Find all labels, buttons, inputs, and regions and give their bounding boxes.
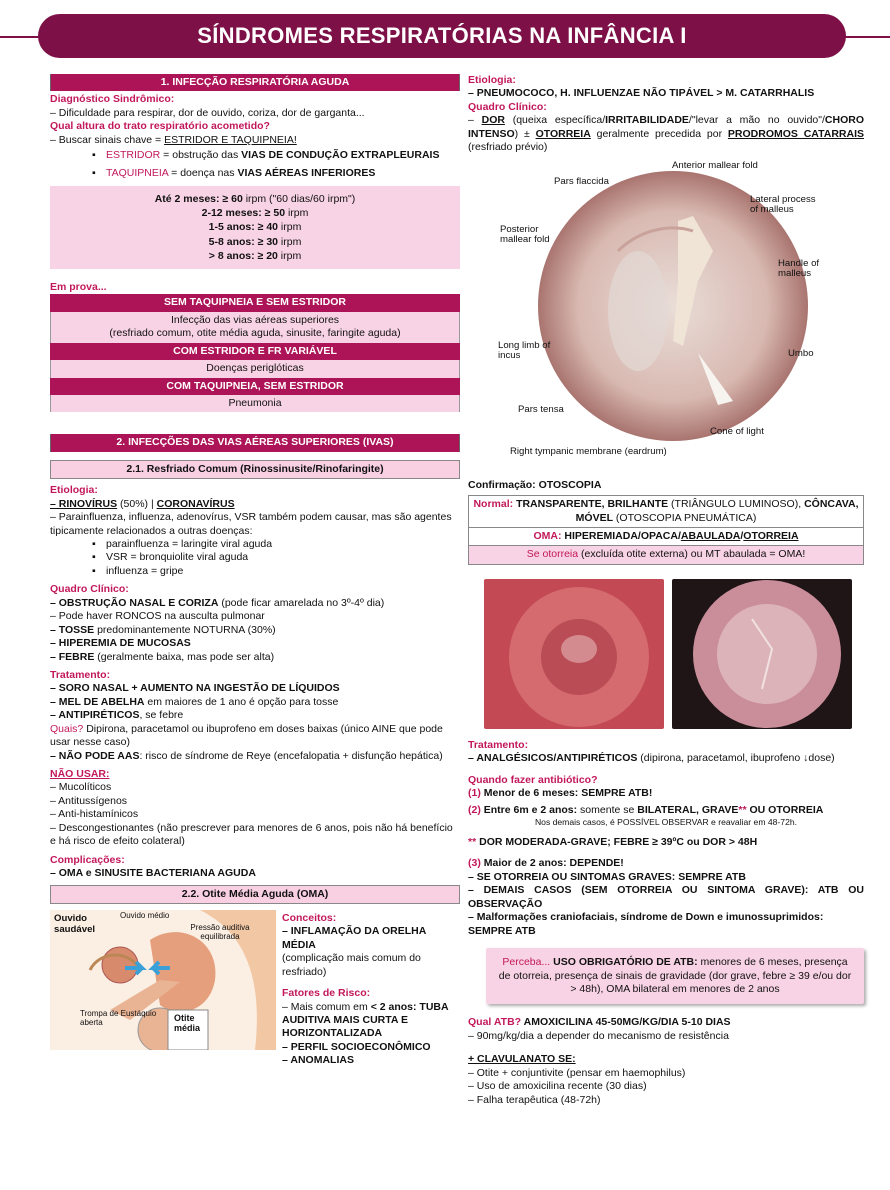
nao-usar-item: – Antitussígenos	[50, 794, 128, 807]
question-text: – Buscar sinais chave = ESTRIDOR E TAQUIPNEIA!	[50, 133, 297, 146]
age-unit: irpm	[285, 207, 309, 220]
label-anterior-mallear-fold: Anterior mallear fold	[672, 159, 758, 171]
diag-title: Diagnóstico Sindrômico:	[50, 93, 175, 106]
clav-title: + CLAVULANATO SE:	[468, 1053, 576, 1066]
trat-2: – MEL DE ABELHA em maiores de 1 ano é opção para tosse	[50, 695, 339, 708]
atb-3-line3: – Malformações craniofaciais, síndrome de Down e imunossuprimidos: SEMPRE ATB	[468, 911, 824, 937]
nao-usar-item: – Anti-histamínicos	[50, 808, 139, 821]
label-pressao: Pressão auditiva equilibrada	[190, 922, 250, 941]
age-row	[54, 235, 456, 249]
label-pars-tensa: Pars tensa	[518, 403, 564, 415]
qc-item	[50, 624, 460, 637]
age-label: 5-8 anos:	[208, 235, 258, 248]
table-content-line1: Infecção das vias aéreas superiores	[170, 313, 340, 326]
atb-star: ** DOR MODERADA-GRAVE; FEBRE ≥ 39ºC ou DOR > 48H	[468, 836, 758, 848]
label-trompa: Trompa de Eustáquio aberta	[80, 1008, 157, 1027]
age-label: 1-5 anos:	[208, 221, 258, 234]
question-title: Qual altura do trato respiratório acometido?	[50, 120, 270, 133]
atb-3: (3) Maior de 2 anos: DEPENDE!	[468, 857, 624, 870]
qc-title: Quadro Clínico:	[50, 583, 129, 596]
estridor-item: ▪ ESTRIDOR = obstrução das VIAS DE CONDUÇÃO EXTRAPLEURAIS	[106, 149, 460, 162]
oma-qc-text: – DOR (queixa específica/IRRITABILIDADE/"levar a mão no ouvido"/CHORO INTENSO) ± OTORREIA geralmente precedida por PRODROMOS CATARRAIS (resfriado prévio)	[468, 114, 864, 154]
label-handle-malleus: Handle of malleus	[778, 257, 820, 280]
fatores-2: – PERFIL SOCIOECONÔMICO	[282, 1040, 431, 1053]
otoscopy-normal: Normal: TRANSPARENTE, BRILHANTE (TRIÂNGULO LUMINOSO), CÔNCAVA, MÓVEL (OTOSCOPIA PNEUMÁTICA)	[469, 496, 863, 528]
age-value: ≥ 30	[257, 235, 279, 248]
clav-list	[468, 1067, 864, 1107]
taquipneia-item: ▪ TAQUIPNEIA = doença nas VIAS AÉREAS INFERIORES	[106, 167, 460, 180]
label-cone-of-light: Cone of light	[710, 425, 764, 437]
age-unit: irpm	[278, 221, 302, 234]
figure-caption: Right tympanic membrane (eardrum)	[510, 445, 667, 457]
trat-title: Tratamento:	[50, 668, 111, 681]
fatores-1: – Mais comum em < 2 anos: TUBA AUDITIVA MAIS CURTA E HORIZONTALIZADA	[282, 1000, 449, 1040]
label-ouvido-medio: Ouvido médio	[120, 910, 170, 920]
prova-label: Em prova...	[50, 280, 107, 293]
table-content-row	[50, 360, 460, 377]
age-value: ≥ 60	[222, 193, 243, 206]
atb-3-line1: – SE OTORREIA OU SINTOMAS GRAVES: SEMPRE ATB	[468, 870, 746, 883]
age-label: Até 2 meses:	[154, 193, 223, 206]
right-column	[468, 74, 864, 1107]
atb-2-note: Nos demais casos, é POSSÍVEL OBSERVAR e reavaliar em 48-72h.	[534, 817, 798, 827]
nao-usar-item: – Mucolíticos	[50, 781, 112, 794]
atb-1: (1) Menor de 6 meses: SEMPRE ATB!	[468, 787, 653, 800]
atb-3-line2: – DEMAIS CASOS (SEM OTORREIA OU SINTOMA GRAVE): ATB OU OBSERVAÇÃO	[468, 884, 864, 910]
table-header-row: COM TAQUIPNEIA, SEM ESTRIDOR	[50, 378, 460, 395]
clav-item: – Falha terapêutica (48-72h)	[468, 1093, 601, 1106]
etio-line2: – Parainfluenza, influenza, adenovírus, VSR também podem causar, mas são agentes tipicamente relacionados a outras doenças:	[50, 511, 452, 537]
oma-photo-bulging	[484, 579, 664, 729]
atb-title: Quando fazer antibiótico?	[468, 773, 598, 786]
conceitos-note: (complicação mais comum do resfriado)	[282, 952, 421, 978]
age-value: ≥ 20	[257, 249, 278, 262]
qc-bold: – FEBRE	[50, 650, 95, 663]
table-header-row: SEM TAQUIPNEIA E SEM ESTRIDOR	[50, 294, 460, 311]
qc-item	[50, 637, 460, 650]
diag-text: – Dificuldade para respirar, dor de ouvido, coriza, dor de garganta...	[50, 106, 365, 119]
oma-etio-title: Etiologia:	[468, 74, 516, 86]
nao-usar-item: – Descongestionantes (não prescrever para menores de 6 anos, pois não há benefício e há risco de efeito colateral)	[50, 821, 453, 848]
etio-line1: – RINOVÍRUS (50%) | CORONAVÍRUS	[50, 497, 235, 510]
etio-title: Etiologia:	[50, 484, 98, 497]
confirmacao: Confirmação: OTOSCOPIA	[468, 478, 602, 491]
age-row	[54, 206, 456, 220]
label-otite: Otite média	[174, 1012, 201, 1033]
qual-atb-note: – 90mg/kg/dia a depender do mecanismo de resistência	[468, 1029, 729, 1042]
age-value: ≥ 50	[264, 207, 286, 220]
left-column	[50, 74, 460, 1067]
oma-block	[50, 910, 460, 1067]
atb-2: (2) Entre 6m e 2 anos: somente se BILATERAL, GRAVE** OU OTORREIA	[468, 803, 824, 816]
etio-list-item: ▪ VSR = bronquiolite viral aguda	[106, 551, 460, 564]
qc-bold: – OBSTRUÇÃO NASAL E CORIZA	[50, 596, 219, 609]
age-row	[54, 192, 456, 206]
otoscopy-oma: OMA: HIPEREMIADA/OPACA/ABAULADA/OTORREIA	[469, 528, 863, 546]
age-value: ≥ 40	[257, 221, 279, 234]
label-saudavel: Ouvido saudável	[54, 912, 96, 935]
table-content-line1: Pneumonia	[228, 396, 282, 409]
clav-item: – Otite + conjuntivite (pensar em haemophilus)	[468, 1066, 686, 1079]
table-content-row	[50, 312, 460, 343]
respiratory-rate-box	[50, 186, 460, 269]
signs-list	[50, 149, 460, 180]
age-unit: irpm ("60 dias/60 irpm")	[242, 193, 356, 206]
qc-normal: (pode ficar amarelada no 3º-4º dia)	[218, 596, 385, 609]
tympanic-membrane-figure	[468, 161, 864, 457]
subsection-oma: 2.2. Otite Média Aguda (OMA)	[50, 885, 460, 904]
comp-text: – OMA e SINUSITE BACTERIANA AGUDA	[50, 867, 256, 880]
oma-concepts	[282, 912, 460, 1068]
qc-bold: – HIPEREMIA DE MUCOSAS	[50, 637, 191, 650]
trat-5: – NÃO PODE AAS: risco de síndrome de Reye (encefalopatia + disfunção hepática)	[50, 749, 443, 762]
comp-title: Complicações:	[50, 853, 125, 866]
perceba-box: Perceba... USO OBRIGATÓRIO DE ATB: menores de 6 meses, presença de otorreia, presença de sinais de gravidade (dor grave, febre ≥ 39 e/ou dor > 48h), OMA bilateral em menores de 2 anos	[486, 948, 864, 1004]
subsection-resfriado: 2.1. Resfriado Comum (Rinossinusite/Rinofaringite)	[50, 460, 460, 479]
table-header-row: COM ESTRIDOR E FR VARIÁVEL	[50, 343, 460, 360]
qc-item	[50, 651, 460, 664]
otoscopy-box	[468, 495, 864, 565]
label-lateral-process: Lateral process of malleus	[750, 193, 816, 216]
qc-normal: – Pode haver RONCOS na ausculta pulmonar	[50, 610, 265, 623]
table-content-row	[50, 395, 460, 412]
trat-1: – SORO NASAL + AUMENTO NA INGESTÃO DE LÍQUIDOS	[50, 682, 340, 695]
section2-header: 2. INFECÇÕES DAS VIAS AÉREAS SUPERIORES (IVAS)	[50, 434, 460, 451]
label-posterior-mallear-fold: Posterior mallear fold	[500, 223, 550, 246]
oma-photo-opaque	[672, 579, 852, 729]
oma-etio-text: – PNEUMOCOCO, H. INFLUENZAE NÃO TIPÁVEL > M. CATARRHALIS	[468, 87, 815, 100]
otoscopy-otorreia: Se otorreia (excluída otite externa) ou MT abaulada = OMA!	[469, 546, 863, 563]
fatores-title: Fatores de Risco:	[282, 987, 371, 1000]
trat-3: – ANTIPIRÉTICOS, se febre	[50, 709, 184, 722]
age-label: > 8 anos:	[208, 249, 258, 262]
qc-bold: – TOSSE	[50, 623, 95, 636]
page-title: SÍNDROMES RESPIRATÓRIAS NA INFÂNCIA I	[38, 14, 846, 58]
qc-item	[50, 597, 460, 610]
otoscopy-photos	[468, 579, 864, 739]
oma-qc-title: Quadro Clínico:	[468, 100, 547, 113]
fatores-3: – ANOMALIAS	[282, 1054, 354, 1067]
oma-trat-text: – ANALGÉSICOS/ANTIPIRÉTICOS (dipirona, paracetamol, ibuprofeno ↓dose)	[468, 752, 835, 765]
qc-list	[50, 597, 460, 664]
qc-item	[50, 610, 460, 623]
trat-4: Quais? Dipirona, paracetamol ou ibuprofeno em doses baixas (único AINE que pode usar nesse caso)	[50, 722, 443, 749]
age-unit: irpm	[278, 235, 302, 248]
label-umbo: Umbo	[788, 347, 814, 359]
section1-header: 1. INFECÇÃO RESPIRATÓRIA AGUDA	[50, 74, 460, 91]
clav-item: – Uso de amoxicilina recente (30 dias)	[468, 1080, 647, 1093]
nao-usar-list	[50, 781, 460, 848]
conceitos-text: – INFLAMAÇÃO DA ORELHA MÉDIA	[282, 925, 426, 951]
etio-list-item: ▪ influenza = gripe	[106, 565, 460, 578]
age-row	[54, 249, 456, 263]
qual-atb: Qual ATB? AMOXICILINA 45-50MG/KG/DIA 5-10 DIAS	[468, 1016, 731, 1029]
age-label: 2-12 meses:	[201, 207, 265, 220]
age-unit: irpm	[277, 249, 302, 262]
prova-table	[50, 294, 460, 412]
etio-list	[50, 538, 460, 578]
age-row	[54, 220, 456, 234]
label-pars-flaccida: Pars flaccida	[554, 175, 609, 187]
conceitos-title: Conceitos:	[282, 911, 337, 924]
oma-trat-title: Tratamento:	[468, 738, 529, 751]
label-long-limb-incus: Long limb of incus	[498, 339, 551, 362]
qc-normal: (geralmente baixa, mas pode ser alta)	[94, 650, 275, 663]
table-content-line1: Doenças periglóticas	[206, 362, 304, 375]
table-content-line2: (resfriado comum, otite média aguda, sinusite, faringite aguda)	[109, 327, 401, 340]
nao-usar-title: NÃO USAR:	[50, 768, 110, 781]
etio-list-item: ▪ parainfluenza = laringite viral aguda	[106, 538, 460, 551]
qc-normal: predominantemente NOTURNA (30%)	[94, 623, 276, 636]
